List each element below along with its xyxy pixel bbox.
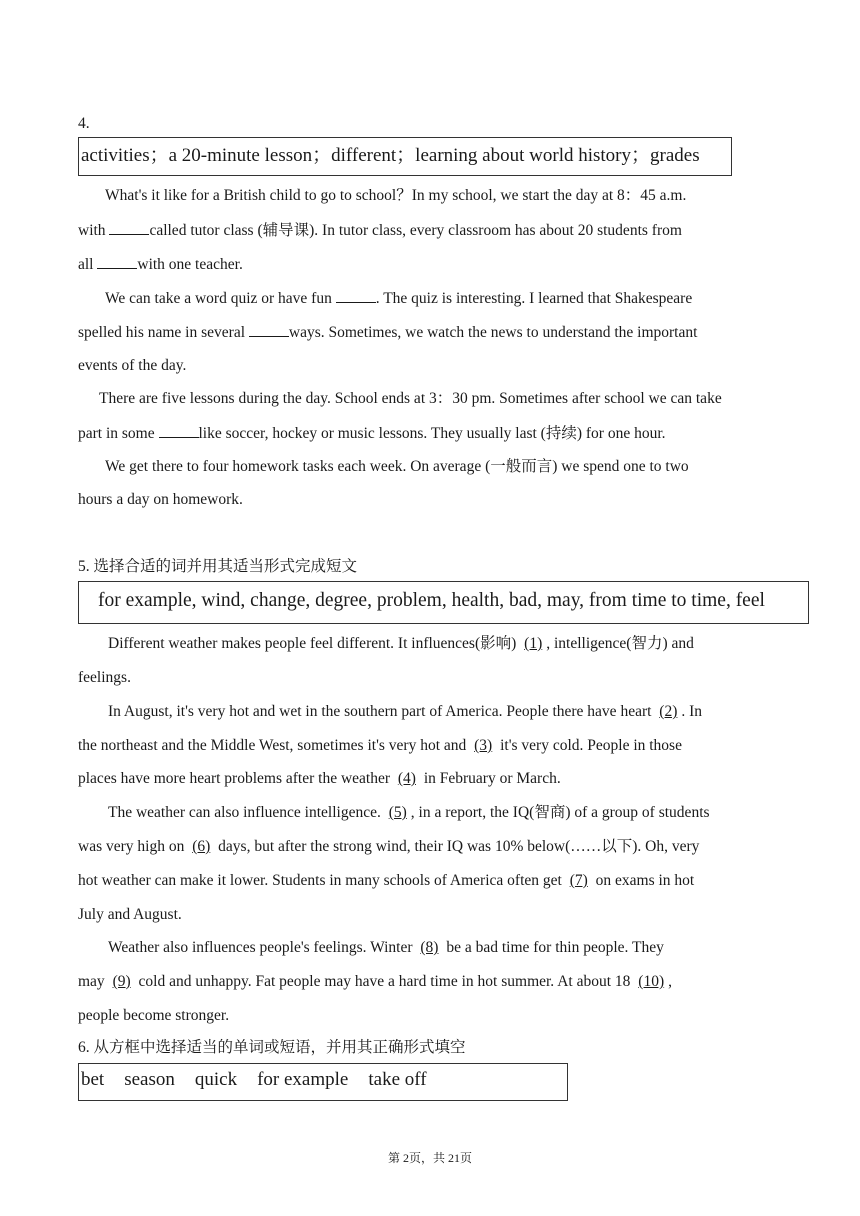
q5-line-10: Weather also influences people's feelings. Winter (8) be a bad time for thin people. They: [108, 939, 664, 956]
q5-line-11: may (9) cold and unhappy. Fat people may have a hard time in hot summer. At about 18 (10) ,: [78, 973, 672, 990]
q6-word-box: [78, 1063, 568, 1101]
q4-line-6: events of the day.: [78, 357, 187, 374]
q4-line-10: hours a day on homework.: [78, 491, 243, 508]
q5-line-8: hot weather can make it lower. Students in many schools of America often get (7) on exams in hot: [78, 872, 695, 889]
q5-line-3: In August, it's very hot and wet in the southern part of America. People there have heart (2) . In: [108, 703, 703, 720]
q4-blank-5: [159, 423, 199, 438]
q5-line-2: feelings.: [78, 669, 131, 686]
q5-line-7: was very high on (6) days, but after the strong wind, their IQ was 10% below(……以下). Oh, very: [78, 838, 700, 855]
q4-line-7: There are five lessons during the day. School ends at 3：30 pm. Sometimes after school we can take: [99, 390, 722, 407]
q5-word-box-text: for example, wind, change, degree, problem, health, bad, may, from time to time, feel: [98, 590, 765, 611]
q5-blank-4: (4): [397, 770, 416, 787]
q5-blank-5: (5): [388, 804, 407, 821]
q5-line-9: July and August.: [78, 906, 182, 923]
q4-line-2: with called tutor class (辅导课). In tutor class, every classroom has about 20 students from: [78, 222, 682, 239]
q6-word-5: take off: [368, 1069, 427, 1090]
q4-line-1: What's it like for a British child to go to school？In my school, we start the day at 8：45 a.m.: [105, 187, 687, 204]
q4-blank-3: [336, 288, 376, 303]
q4-line-4: We can take a word quiz or have fun . The quiz is interesting. I learned that Shakespeare: [105, 290, 693, 307]
q5-word-box: [78, 581, 809, 624]
q5-blank-8: (8): [420, 939, 439, 956]
q5-line-12: people become stronger.: [78, 1007, 230, 1024]
q5-heading: 5. 选择合适的词并用其适当形式完成短文: [78, 558, 358, 575]
q5-line-6: The weather can also influence intelligence. (5) , in a report, the IQ(智商) of a group of students: [108, 804, 710, 821]
q6-word-3: quick: [194, 1069, 238, 1090]
q5-line-4: the northeast and the Middle West, sometimes it's very hot and (3) it's very cold. People in those: [78, 737, 682, 754]
q5-blank-6: (6): [192, 838, 211, 855]
q4-line-3: all with one teacher.: [78, 256, 243, 273]
q4-blank-2: [97, 254, 137, 269]
q6-heading: 6. 从方框中选择适当的单词或短语，并用其正确形式填空: [78, 1039, 466, 1056]
q4-line-8: part in some like soccer, hockey or music lessons. They usually last (持续) for one hour.: [78, 425, 666, 442]
q4-word-box-text: activities；a 20-minute lesson；different；learning about world history；grades: [81, 145, 700, 166]
page-footer: 第 2页，共 21页: [387, 1151, 472, 1165]
q6-word-4: for example: [257, 1069, 349, 1090]
q5-line-5: places have more heart problems after the weather (4) in February or March.: [78, 770, 561, 787]
q4-line-9: We get there to four homework tasks each week. On average (一般而言) we spend one to two: [105, 458, 689, 475]
q5-blank-1: (1): [524, 635, 543, 652]
q5-blank-2: (2): [659, 703, 678, 720]
q6-word-1: bet: [81, 1069, 105, 1090]
q5-blank-10: (10): [638, 973, 665, 990]
q5-blank-9: (9): [112, 973, 131, 990]
q5-blank-3: (3): [474, 737, 493, 754]
q4-blank-4: [249, 322, 289, 337]
q6-word-2: season: [124, 1069, 175, 1090]
q4-blank-1: [109, 220, 149, 235]
q4-number: 4.: [78, 115, 90, 132]
q5-line-1: Different weather makes people feel different. It influences(影响) (1) , intelligence(智力) and: [108, 635, 694, 652]
q5-blank-7: (7): [569, 872, 588, 889]
q4-word-box: [78, 137, 732, 176]
q4-line-5: spelled his name in several ways. Sometimes, we watch the news to understand the important: [78, 324, 698, 341]
